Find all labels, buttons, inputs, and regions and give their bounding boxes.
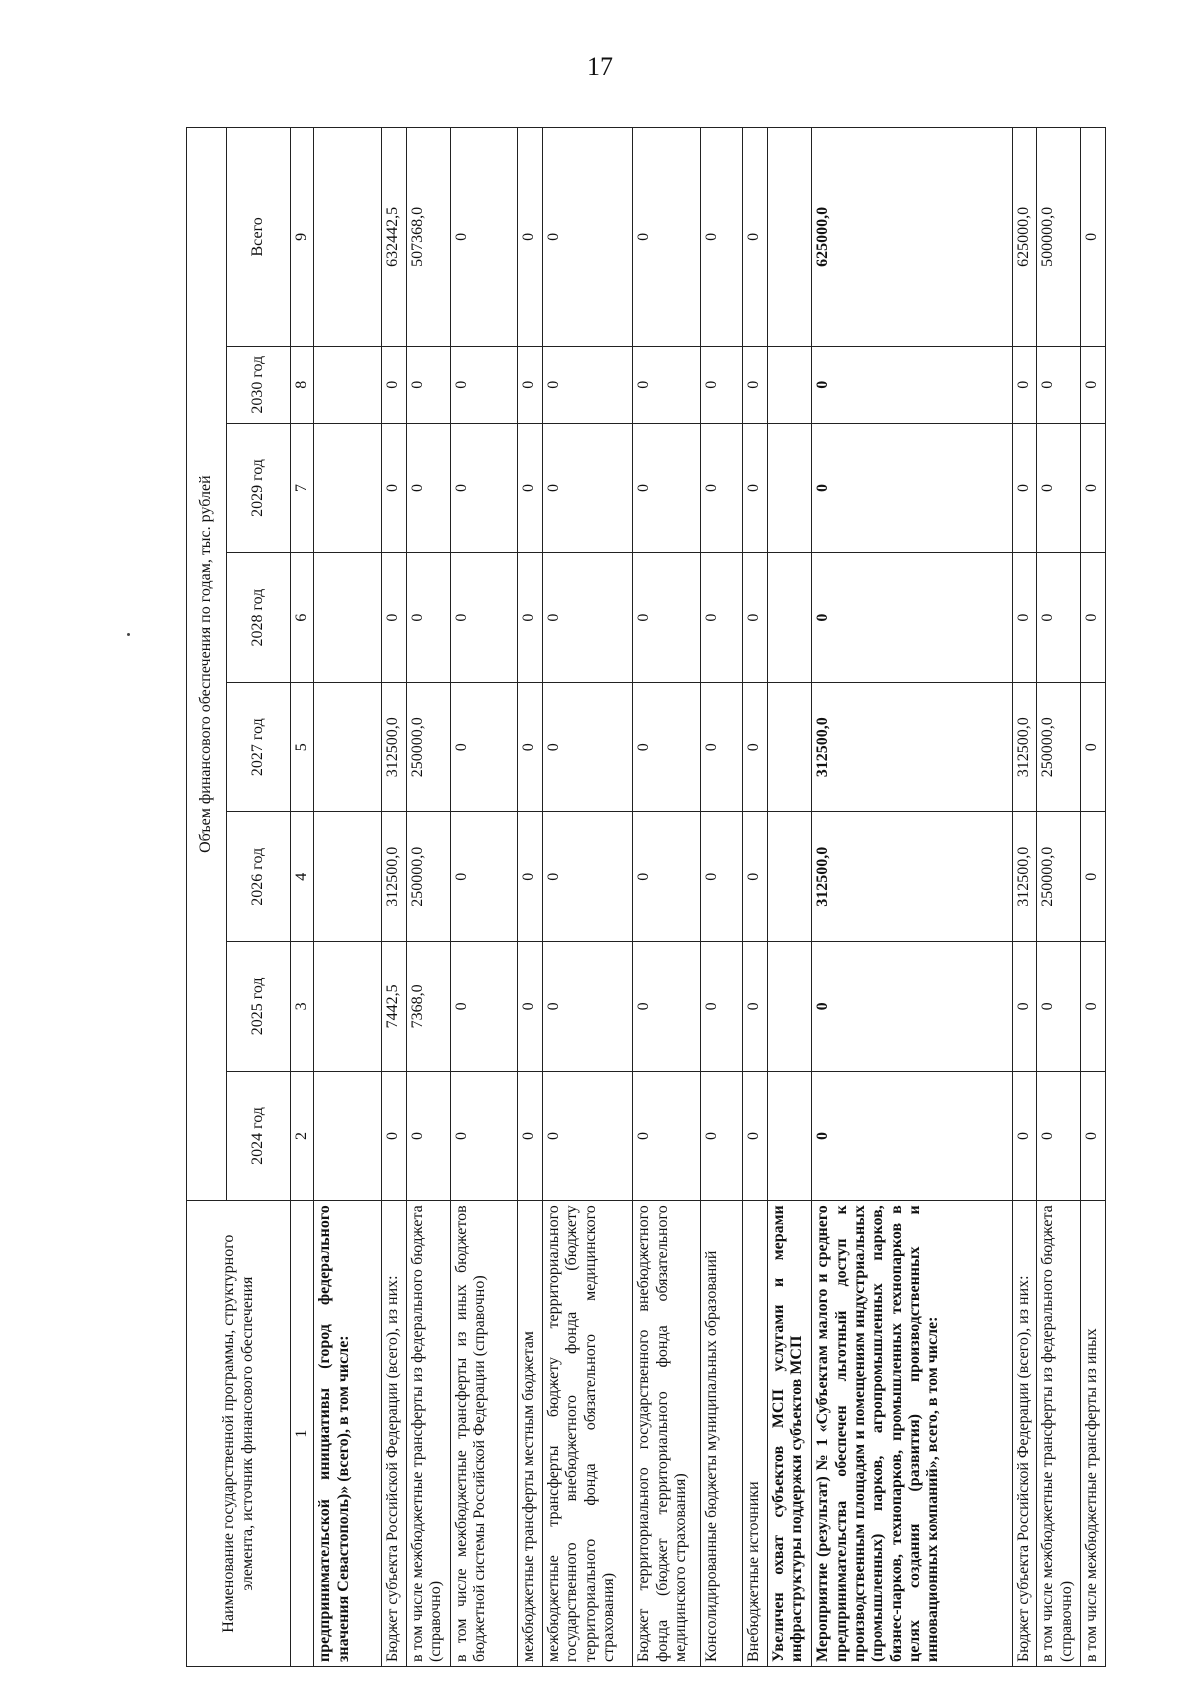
year-value-cell: 0 (633, 682, 701, 812)
index-cell: 4 (291, 812, 314, 942)
year-value-cell: 0 (633, 423, 701, 553)
year-value-cell: 0 (743, 812, 768, 942)
year-value-cell: 312500,0 (1012, 812, 1037, 942)
year-value-cell: 0 (1012, 1071, 1037, 1201)
table-row (1012, 128, 1037, 1667)
total-value-cell: 0 (700, 128, 742, 347)
year-value-cell: 0 (381, 553, 406, 683)
total-value-cell: 0 (518, 128, 543, 347)
index-cell: 1 (291, 1201, 314, 1667)
year-value-cell (314, 423, 382, 553)
table-row (314, 128, 382, 1667)
year-value-cell: 0 (700, 553, 742, 683)
total-value-cell: 0 (633, 128, 701, 347)
year-value-cell: 0 (1081, 812, 1106, 942)
year-value-cell: 0 (381, 1071, 406, 1201)
year-value-cell: 0 (743, 553, 768, 683)
table-row (542, 128, 633, 1667)
year-value-cell: 0 (633, 1071, 701, 1201)
year-value-cell: 0 (1012, 942, 1037, 1072)
year-value-cell: 312500,0 (812, 812, 1012, 942)
year-value-cell: 0 (542, 1071, 633, 1201)
year-value-cell: 0 (518, 553, 543, 683)
year-value-cell: 0 (1081, 346, 1106, 423)
total-value-cell: 625000,0 (1012, 128, 1037, 347)
year-value-cell (314, 1071, 382, 1201)
year-value-cell: 0 (633, 346, 701, 423)
volume-group-header: Объем финансового обеспечения по годам, тыс. рублей (187, 128, 227, 1201)
year-value-cell: 250000,0 (406, 812, 450, 942)
year-value-cell (767, 682, 811, 812)
row-label: межбюджетные трансферты бюджету территориального государственного внебюджетного фонда (бюджету территориального фонда обязательного медицинского страхования) (542, 1201, 633, 1667)
year-value-cell: 312500,0 (381, 812, 406, 942)
year-value-cell (314, 942, 382, 1072)
table-row (1037, 128, 1081, 1667)
year-value-cell: 0 (518, 423, 543, 553)
scan-speck (127, 633, 130, 636)
year-value-cell: 312500,0 (812, 682, 1012, 812)
year-value-cell: 0 (1037, 423, 1081, 553)
year-value-cell: 0 (1012, 346, 1037, 423)
row-label: межбюджетные трансферты местным бюджетам (518, 1201, 543, 1667)
row-label: в том числе межбюджетные трансферты из федерального бюджета (справочно) (1037, 1201, 1081, 1667)
total-value-cell (767, 128, 811, 347)
year-value-cell: 0 (450, 346, 518, 423)
table-body (314, 128, 1106, 1667)
row-label: в том числе межбюджетные трансферты из федерального бюджета (справочно) (406, 1201, 450, 1667)
year-header: 2026 год (227, 812, 291, 942)
table-row (743, 128, 768, 1667)
year-value-cell (767, 1071, 811, 1201)
year-header: 2027 год (227, 682, 291, 812)
year-value-cell (314, 346, 382, 423)
row-label: Консолидированные бюджеты муниципальных образований (700, 1201, 742, 1667)
index-cell: 8 (291, 346, 314, 423)
year-value-cell: 0 (743, 942, 768, 1072)
total-value-cell (314, 128, 382, 347)
table-row (1081, 128, 1106, 1667)
year-value-cell (314, 553, 382, 683)
year-value-cell: 0 (450, 423, 518, 553)
year-value-cell: 0 (743, 423, 768, 553)
year-value-cell (767, 942, 811, 1072)
year-value-cell: 0 (700, 942, 742, 1072)
total-value-cell: 632442,5 (381, 128, 406, 347)
year-value-cell: 0 (1012, 423, 1037, 553)
year-value-cell: 0 (450, 682, 518, 812)
row-label: Бюджет субъекта Российской Федерации (всего), из них: (381, 1201, 406, 1667)
year-header: 2029 год (227, 423, 291, 553)
year-value-cell: 0 (700, 423, 742, 553)
table-row (767, 128, 811, 1667)
year-value-cell (767, 553, 811, 683)
financing-table (186, 127, 1106, 1667)
year-value-cell: 0 (381, 423, 406, 553)
row-label: Мероприятие (результат) № 1 «Субъектам малого и среднего предпринимательства обеспечен льготный доступ к производственным площадям и помещениям индустриальных (промышленных) парков, агропромышленных парков, бизнес-парков, технопарков, промышленных технопарков в целях создания (развития) производственных и инновационных компаний», всего, в том числе: (812, 1201, 1012, 1667)
total-value-cell: 0 (542, 128, 633, 347)
year-value-cell: 0 (542, 942, 633, 1072)
total-value-cell: 507368,0 (406, 128, 450, 347)
year-value-cell (767, 346, 811, 423)
year-value-cell: 0 (450, 812, 518, 942)
name-column-header: Наименование государственной программы, структурного элемента, источник финансового обеспечения (187, 1201, 291, 1667)
year-value-cell: 0 (1037, 346, 1081, 423)
year-value-cell: 0 (542, 346, 633, 423)
year-value-cell: 0 (1037, 942, 1081, 1072)
year-value-cell: 0 (700, 346, 742, 423)
year-value-cell: 0 (518, 812, 543, 942)
year-value-cell: 250000,0 (406, 682, 450, 812)
row-label: в том числе межбюджетные трансферты из иных (1081, 1201, 1106, 1667)
year-value-cell: 0 (518, 1071, 543, 1201)
year-value-cell: 7442,5 (381, 942, 406, 1072)
year-value-cell: 0 (450, 1071, 518, 1201)
index-cell: 3 (291, 942, 314, 1072)
year-value-cell: 0 (542, 423, 633, 553)
year-value-cell: 0 (450, 942, 518, 1072)
year-value-cell: 0 (812, 346, 1012, 423)
year-value-cell: 0 (700, 812, 742, 942)
table-row (812, 128, 1012, 1667)
year-value-cell: 0 (406, 423, 450, 553)
table-row (406, 128, 450, 1667)
year-value-cell: 0 (406, 553, 450, 683)
year-value-cell: 0 (743, 1071, 768, 1201)
total-value-cell: 500000,0 (1037, 128, 1081, 347)
index-cell: 2 (291, 1071, 314, 1201)
total-value-cell: 0 (450, 128, 518, 347)
year-value-cell: 0 (1081, 553, 1106, 683)
year-header: 2030 год (227, 346, 291, 423)
year-value-cell: 0 (518, 682, 543, 812)
table-row (381, 128, 406, 1667)
year-value-cell: 7368,0 (406, 942, 450, 1072)
year-value-cell (767, 812, 811, 942)
year-value-cell: 0 (518, 942, 543, 1072)
row-label: Внебюджетные источники (743, 1201, 768, 1667)
table-row (450, 128, 518, 1667)
index-cell: 7 (291, 423, 314, 553)
year-value-cell: 0 (743, 682, 768, 812)
total-value-cell: 0 (1081, 128, 1106, 347)
total-header: Всего (227, 128, 291, 347)
year-value-cell: 0 (633, 812, 701, 942)
year-value-cell: 0 (700, 1071, 742, 1201)
row-label: Бюджет субъекта Российской Федерации (всего), из них: (1012, 1201, 1037, 1667)
year-value-cell (767, 423, 811, 553)
year-value-cell: 0 (1081, 682, 1106, 812)
year-value-cell: 0 (1037, 1071, 1081, 1201)
table-row (518, 128, 543, 1667)
year-value-cell (314, 812, 382, 942)
year-value-cell: 0 (542, 682, 633, 812)
year-value-cell: 0 (450, 553, 518, 683)
row-label: предпринимательской инициативы (город федерального значения Севастополь)» (всего), в том числе: (314, 1201, 382, 1667)
year-header: 2024 год (227, 1071, 291, 1201)
table-row (633, 128, 701, 1667)
total-value-cell: 625000,0 (812, 128, 1012, 347)
table-header (187, 128, 314, 1667)
year-header: 2028 год (227, 553, 291, 683)
year-value-cell: 0 (518, 346, 543, 423)
year-value-cell: 0 (812, 1071, 1012, 1201)
year-value-cell: 0 (381, 346, 406, 423)
year-value-cell (314, 682, 382, 812)
year-value-cell: 0 (812, 423, 1012, 553)
table-row (700, 128, 742, 1667)
rotated-table-container (186, 127, 1106, 1667)
year-value-cell: 250000,0 (1037, 682, 1081, 812)
row-label: Бюджет территориального государственного внебюджетного фонда (бюджет территориального фонда обязательного медицинского страхования) (633, 1201, 701, 1667)
row-label: в том числе межбюджетные трансферты из иных бюджетов бюджетной системы Российской Федерации (справочно) (450, 1201, 518, 1667)
year-value-cell: 0 (633, 942, 701, 1072)
year-value-cell: 250000,0 (1037, 812, 1081, 942)
index-cell: 6 (291, 553, 314, 683)
year-value-cell: 0 (812, 942, 1012, 1072)
year-value-cell: 0 (542, 553, 633, 683)
year-value-cell: 0 (700, 682, 742, 812)
year-value-cell: 0 (1012, 553, 1037, 683)
page-number: 17 (587, 52, 613, 81)
total-value-cell: 0 (743, 128, 768, 347)
index-cell: 9 (291, 128, 314, 347)
year-value-cell: 0 (1081, 942, 1106, 1072)
year-value-cell: 0 (812, 553, 1012, 683)
year-value-cell: 312500,0 (381, 682, 406, 812)
year-value-cell: 0 (743, 346, 768, 423)
year-value-cell: 0 (1081, 423, 1106, 553)
row-label: Увеличен охват субъектов МСП услугами и мерами инфраструктуры поддержки субъектов МСП (767, 1201, 811, 1667)
year-header: 2025 год (227, 942, 291, 1072)
year-value-cell: 312500,0 (1012, 682, 1037, 812)
year-value-cell: 0 (633, 553, 701, 683)
year-value-cell: 0 (406, 1071, 450, 1201)
year-value-cell: 0 (542, 812, 633, 942)
year-value-cell: 0 (1037, 553, 1081, 683)
year-value-cell: 0 (1081, 1071, 1106, 1201)
year-value-cell: 0 (406, 346, 450, 423)
index-cell: 5 (291, 682, 314, 812)
